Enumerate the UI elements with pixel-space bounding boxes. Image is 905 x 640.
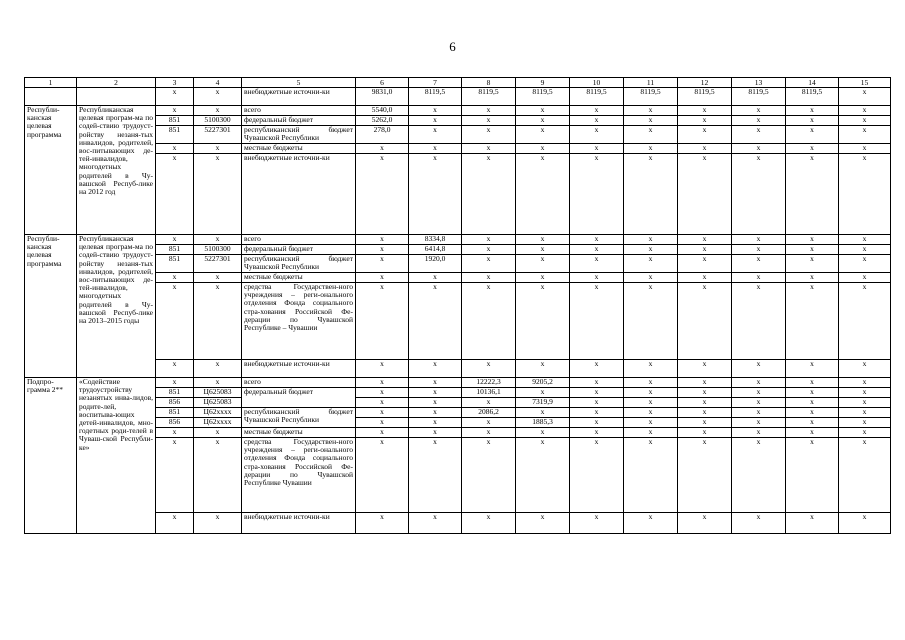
value-cell: x — [786, 255, 839, 273]
program-name-cell — [77, 88, 156, 106]
value-cell: x — [356, 418, 409, 428]
value-cell: x — [786, 154, 839, 235]
value-cell: x — [839, 513, 891, 534]
program-type-cell: Республи-канская целевая программа — [25, 106, 77, 235]
code-cell: Ц625083 — [194, 388, 242, 398]
value-cell: x — [786, 126, 839, 144]
value-cell: 8119,5 — [732, 88, 786, 106]
value-cell: x — [624, 255, 678, 273]
code-cell: 856 — [156, 398, 194, 408]
value-cell: x — [570, 428, 624, 438]
value-cell: x — [570, 235, 624, 245]
value-cell: x — [732, 388, 786, 398]
value-cell: x — [839, 283, 891, 360]
code-cell: x — [156, 144, 194, 154]
value-cell: x — [732, 418, 786, 428]
value-cell: x — [462, 255, 516, 273]
value-cell: x — [678, 398, 732, 408]
value-cell: x — [678, 245, 732, 255]
source-cell: внебюджетные источни-ки — [242, 513, 356, 534]
page-number: 6 — [449, 39, 456, 54]
value-cell: 6414,8 — [409, 245, 462, 255]
source-cell: всего — [242, 106, 356, 116]
value-cell: x — [356, 388, 409, 398]
value-cell: x — [624, 360, 678, 378]
value-cell: 9205,2 — [516, 378, 570, 388]
value-cell: x — [624, 283, 678, 360]
code-cell: 5100300 — [194, 116, 242, 126]
value-cell: x — [624, 513, 678, 534]
column-number: 12 — [678, 78, 732, 88]
value-cell: x — [732, 408, 786, 418]
value-cell: x — [516, 283, 570, 360]
value-cell: x — [786, 116, 839, 126]
value-cell: x — [732, 245, 786, 255]
value-cell: x — [624, 144, 678, 154]
value-cell: x — [462, 438, 516, 513]
value-cell: x — [678, 378, 732, 388]
value-cell: x — [786, 283, 839, 360]
value-cell: x — [356, 428, 409, 438]
value-cell: x — [462, 513, 516, 534]
value-cell: x — [786, 513, 839, 534]
value-cell: x — [356, 438, 409, 513]
value-cell: x — [516, 154, 570, 235]
value-cell: x — [516, 428, 570, 438]
value-cell: x — [570, 116, 624, 126]
value-cell: x — [409, 438, 462, 513]
value-cell: x — [409, 144, 462, 154]
value-cell: x — [356, 245, 409, 255]
column-number: 3 — [156, 78, 194, 88]
code-cell: Ц625083 — [194, 398, 242, 408]
code-cell: Ц62xxxx — [194, 418, 242, 428]
value-cell: x — [462, 428, 516, 438]
column-number: 8 — [462, 78, 516, 88]
column-number: 14 — [786, 78, 839, 88]
source-cell: федеральный бюджет — [242, 388, 356, 408]
value-cell: 8119,5 — [570, 88, 624, 106]
value-cell: x — [839, 388, 891, 398]
code-cell: x — [194, 438, 242, 513]
column-number: 6 — [356, 78, 409, 88]
value-cell: x — [839, 378, 891, 388]
column-number: 7 — [409, 78, 462, 88]
column-number: 10 — [570, 78, 624, 88]
source-cell: внебюджетные источни-ки — [242, 360, 356, 378]
value-cell: x — [409, 398, 462, 408]
value-cell: x — [839, 88, 891, 106]
value-cell: x — [516, 144, 570, 154]
value-cell: x — [570, 126, 624, 144]
code-cell: x — [156, 428, 194, 438]
column-number: 4 — [194, 78, 242, 88]
table-row — [25, 88, 891, 106]
code-cell: x — [194, 154, 242, 235]
value-cell: x — [786, 360, 839, 378]
value-cell: x — [462, 144, 516, 154]
value-cell: 8119,5 — [678, 88, 732, 106]
value-cell: x — [624, 408, 678, 418]
value-cell: x — [462, 245, 516, 255]
source-cell: республиканский бюджет Чувашской Республики — [242, 408, 356, 428]
code-cell: 851 — [156, 126, 194, 144]
code-cell: 851 — [156, 116, 194, 126]
source-cell: средства Государствен-ного учреждения – реги-онального отделения Фонда социального стра-хования Российской Фе-дерации по Чувашской Республике Чувашии — [242, 438, 356, 513]
value-cell: x — [678, 273, 732, 283]
value-cell: x — [462, 273, 516, 283]
value-cell: x — [678, 360, 732, 378]
value-cell: x — [516, 255, 570, 273]
value-cell: x — [732, 154, 786, 235]
code-cell: x — [156, 106, 194, 116]
value-cell: x — [624, 388, 678, 398]
value-cell: x — [462, 398, 516, 408]
value-cell: 8119,5 — [516, 88, 570, 106]
value-cell: x — [624, 235, 678, 245]
value-cell: x — [678, 106, 732, 116]
value-cell: x — [516, 513, 570, 534]
code-cell: x — [156, 283, 194, 360]
value-cell: x — [678, 408, 732, 418]
source-cell: всего — [242, 235, 356, 245]
value-cell: x — [356, 398, 409, 408]
code-cell: x — [194, 360, 242, 378]
source-cell: республиканский бюджет Чувашской Республики — [242, 126, 356, 144]
column-number: 9 — [516, 78, 570, 88]
value-cell: x — [732, 428, 786, 438]
value-cell: x — [462, 283, 516, 360]
value-cell: x — [409, 388, 462, 398]
code-cell: x — [156, 235, 194, 245]
table-row — [25, 235, 891, 245]
column-number: 5 — [242, 78, 356, 88]
value-cell: x — [516, 126, 570, 144]
column-number: 1 — [25, 78, 77, 88]
value-cell: x — [678, 418, 732, 428]
value-cell: 12222,3 — [462, 378, 516, 388]
value-cell: x — [786, 418, 839, 428]
value-cell: 8119,5 — [462, 88, 516, 106]
code-cell: 856 — [156, 418, 194, 428]
value-cell: x — [678, 126, 732, 144]
value-cell: x — [356, 144, 409, 154]
value-cell: x — [624, 398, 678, 408]
source-cell: местные бюджеты — [242, 144, 356, 154]
value-cell: x — [624, 245, 678, 255]
column-number: 11 — [624, 78, 678, 88]
code-cell: x — [194, 513, 242, 534]
value-cell: x — [732, 235, 786, 245]
value-cell: x — [786, 438, 839, 513]
source-cell: внебюджетные источни-ки — [242, 88, 356, 106]
value-cell: x — [516, 273, 570, 283]
value-cell: x — [732, 283, 786, 360]
value-cell: x — [516, 388, 570, 398]
value-cell: x — [516, 360, 570, 378]
code-cell: x — [156, 378, 194, 388]
value-cell: x — [570, 283, 624, 360]
code-cell: x — [194, 106, 242, 116]
value-cell: x — [678, 255, 732, 273]
value-cell: x — [624, 428, 678, 438]
value-cell: x — [570, 513, 624, 534]
value-cell: x — [678, 388, 732, 398]
value-cell: x — [732, 144, 786, 154]
value-cell: x — [462, 116, 516, 126]
value-cell: x — [732, 273, 786, 283]
value-cell: x — [409, 513, 462, 534]
value-cell: x — [409, 154, 462, 235]
table-row — [25, 378, 891, 388]
value-cell: 10136,1 — [462, 388, 516, 398]
value-cell: x — [624, 126, 678, 144]
value-cell: x — [732, 398, 786, 408]
value-cell: x — [786, 235, 839, 245]
value-cell: x — [678, 144, 732, 154]
value-cell: x — [624, 273, 678, 283]
value-cell: x — [570, 144, 624, 154]
value-cell: x — [462, 235, 516, 245]
value-cell: x — [409, 106, 462, 116]
header-row — [25, 78, 891, 88]
value-cell: x — [570, 106, 624, 116]
value-cell: x — [516, 116, 570, 126]
program-name-cell: «Содействие трудоустройству незанятых инва-лидов, родите-лей, воспитыва-ющих детей-инвалидов, мно-годетных роди-телей в Чуваш-ской Республи-ке» — [77, 378, 156, 534]
value-cell: x — [570, 255, 624, 273]
column-number: 13 — [732, 78, 786, 88]
value-cell: x — [678, 428, 732, 438]
value-cell: x — [678, 438, 732, 513]
value-cell: x — [409, 126, 462, 144]
value-cell: x — [570, 418, 624, 428]
value-cell: x — [356, 283, 409, 360]
value-cell: x — [516, 438, 570, 513]
value-cell: x — [462, 126, 516, 144]
value-cell: x — [356, 408, 409, 418]
table-row — [25, 106, 891, 116]
program-name-cell: Республиканская целевая програм-ма по содей-ствию трудоуст-ройству незаня-тых инвалидов, родителей, вос-питывающих де-тей-инвалидов, многодетных родителей в Чу-вашской Респуб-лике на 2013–2015 годы — [77, 235, 156, 378]
code-cell: x — [156, 273, 194, 283]
value-cell: x — [732, 378, 786, 388]
value-cell: 8119,5 — [409, 88, 462, 106]
value-cell: x — [839, 116, 891, 126]
value-cell: x — [839, 438, 891, 513]
value-cell: x — [570, 408, 624, 418]
value-cell: 9831,0 — [356, 88, 409, 106]
code-cell: x — [194, 88, 242, 106]
source-cell: федеральный бюджет — [242, 116, 356, 126]
program-type-cell: Подпро-грамма 2** — [25, 378, 77, 534]
code-cell: 851 — [156, 255, 194, 273]
value-cell: x — [839, 273, 891, 283]
value-cell: 5262,0 — [356, 116, 409, 126]
value-cell: x — [570, 378, 624, 388]
source-cell: внебюджетные источни-ки — [242, 154, 356, 235]
value-cell: 7319,9 — [516, 398, 570, 408]
value-cell: x — [839, 418, 891, 428]
value-cell: x — [839, 245, 891, 255]
value-cell: x — [786, 378, 839, 388]
value-cell: x — [409, 428, 462, 438]
value-cell: x — [786, 106, 839, 116]
value-cell: x — [732, 255, 786, 273]
value-cell: 5540,0 — [356, 106, 409, 116]
value-cell: x — [356, 360, 409, 378]
value-cell: x — [732, 106, 786, 116]
value-cell: x — [678, 116, 732, 126]
code-cell: 5100300 — [194, 245, 242, 255]
value-cell: x — [356, 513, 409, 534]
value-cell: x — [786, 245, 839, 255]
code-cell: x — [194, 428, 242, 438]
code-cell: x — [156, 360, 194, 378]
value-cell: x — [356, 154, 409, 235]
value-cell: x — [839, 106, 891, 116]
value-cell: 8119,5 — [624, 88, 678, 106]
value-cell: x — [516, 245, 570, 255]
value-cell: x — [732, 116, 786, 126]
column-number: 2 — [77, 78, 156, 88]
source-cell: всего — [242, 378, 356, 388]
code-cell: x — [194, 273, 242, 283]
value-cell: x — [732, 438, 786, 513]
value-cell: x — [409, 408, 462, 418]
value-cell: x — [678, 513, 732, 534]
value-cell: x — [409, 418, 462, 428]
source-cell: местные бюджеты — [242, 273, 356, 283]
value-cell: x — [732, 360, 786, 378]
value-cell: 1885,3 — [516, 418, 570, 428]
value-cell: x — [839, 255, 891, 273]
value-cell: x — [356, 273, 409, 283]
program-name-cell: Республиканская целевая програм-ма по содей-ствию трудоуст-ройству незаня-тых инвалидов, родителей, вос-питывающих де-тей-инвалидов, многодетных родителей в Чу-вашской Респуб-лике на 2012 год — [77, 106, 156, 235]
value-cell: x — [786, 428, 839, 438]
value-cell: x — [839, 360, 891, 378]
value-cell: x — [570, 273, 624, 283]
value-cell: x — [678, 283, 732, 360]
value-cell: x — [786, 273, 839, 283]
value-cell: 2086,2 — [462, 408, 516, 418]
value-cell: 1920,0 — [409, 255, 462, 273]
code-cell: 851 — [156, 388, 194, 398]
code-cell: x — [194, 283, 242, 360]
value-cell: x — [839, 154, 891, 235]
value-cell: x — [839, 126, 891, 144]
value-cell: x — [786, 388, 839, 398]
value-cell: x — [624, 106, 678, 116]
code-cell: x — [194, 235, 242, 245]
value-cell: x — [839, 398, 891, 408]
value-cell: x — [678, 154, 732, 235]
value-cell: x — [678, 235, 732, 245]
code-cell: x — [156, 88, 194, 106]
value-cell: x — [839, 235, 891, 245]
value-cell: x — [409, 360, 462, 378]
code-cell: Ц62xxxx — [194, 408, 242, 418]
value-cell: 8119,5 — [786, 88, 839, 106]
value-cell: x — [839, 144, 891, 154]
value-cell: x — [732, 513, 786, 534]
value-cell: x — [462, 154, 516, 235]
code-cell: x — [194, 144, 242, 154]
source-cell: федеральный бюджет — [242, 245, 356, 255]
value-cell: x — [356, 255, 409, 273]
value-cell: x — [839, 428, 891, 438]
column-number: 15 — [839, 78, 891, 88]
value-cell: x — [624, 418, 678, 428]
value-cell: x — [516, 408, 570, 418]
source-cell: местные бюджеты — [242, 428, 356, 438]
value-cell: 278,0 — [356, 126, 409, 144]
value-cell: x — [624, 116, 678, 126]
code-cell: 851 — [156, 245, 194, 255]
value-cell: x — [786, 398, 839, 408]
value-cell: x — [462, 360, 516, 378]
source-cell: средства Государствен-ного учреждения – реги-онального отделения Фонда социального стра-хования Российской Фе-дерации по Чувашской Республике – Чувашии — [242, 283, 356, 360]
value-cell: x — [624, 378, 678, 388]
value-cell: 8334,8 — [409, 235, 462, 245]
program-type-cell: Республи-канская целевая программа — [25, 235, 77, 378]
value-cell: x — [624, 438, 678, 513]
budget-table — [24, 77, 891, 534]
value-cell: x — [786, 144, 839, 154]
value-cell: x — [570, 245, 624, 255]
value-cell: x — [570, 438, 624, 513]
value-cell: x — [516, 106, 570, 116]
value-cell: x — [570, 388, 624, 398]
source-cell: республиканский бюджет Чувашской Республики — [242, 255, 356, 273]
value-cell: x — [624, 154, 678, 235]
code-cell: x — [156, 438, 194, 513]
value-cell: x — [462, 418, 516, 428]
program-type-cell — [25, 88, 77, 106]
value-cell: x — [732, 126, 786, 144]
value-cell: x — [786, 408, 839, 418]
value-cell: x — [516, 235, 570, 245]
value-cell: x — [570, 154, 624, 235]
code-cell: x — [194, 378, 242, 388]
code-cell: 5227301 — [194, 255, 242, 273]
code-cell: 851 — [156, 408, 194, 418]
value-cell: x — [462, 106, 516, 116]
value-cell: x — [409, 378, 462, 388]
code-cell: x — [156, 513, 194, 534]
code-cell: x — [156, 154, 194, 235]
code-cell: 5227301 — [194, 126, 242, 144]
value-cell: x — [839, 408, 891, 418]
value-cell: x — [409, 273, 462, 283]
value-cell: x — [409, 283, 462, 360]
value-cell: x — [570, 360, 624, 378]
value-cell: x — [356, 378, 409, 388]
value-cell: x — [356, 235, 409, 245]
value-cell: x — [409, 116, 462, 126]
value-cell: x — [570, 398, 624, 408]
